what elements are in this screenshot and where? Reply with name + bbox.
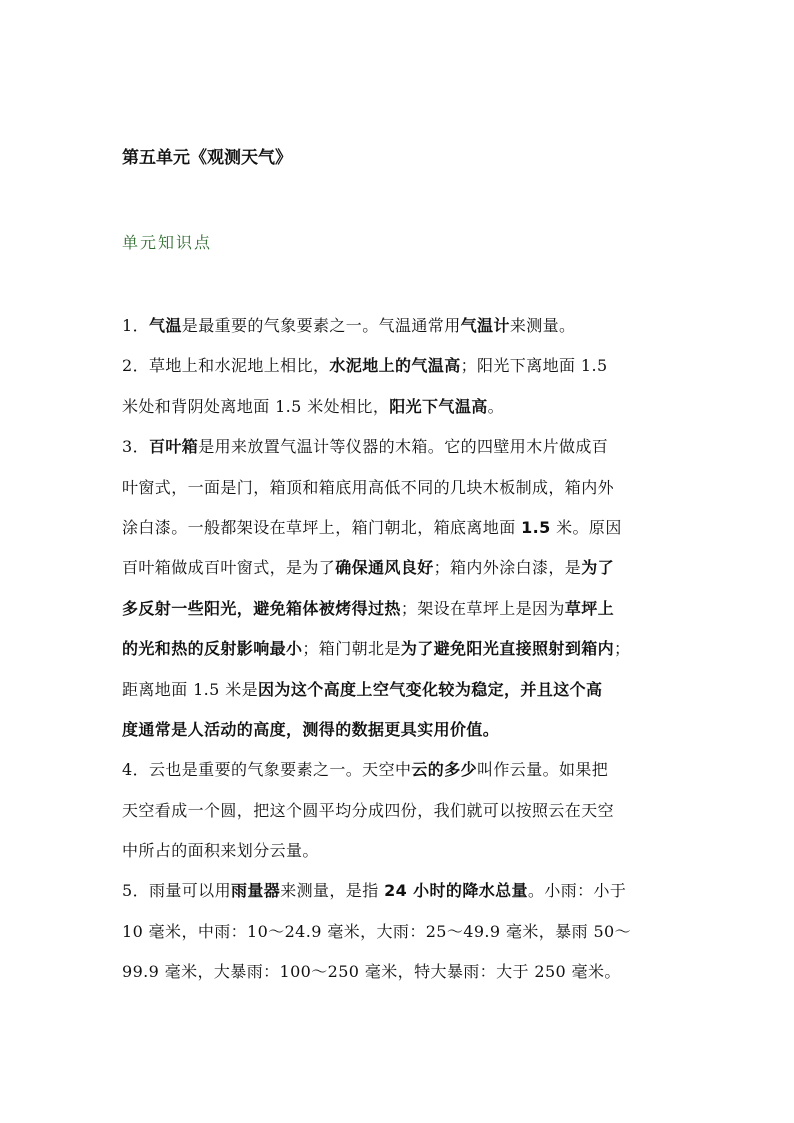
- text-line: [122, 958, 682, 986]
- bold-text: 为了避免阳光直接照射到箱内: [400, 639, 615, 659]
- text-run: 是最重要的气象要素之一。气温通常用: [181, 316, 461, 335]
- text-line: [122, 837, 682, 865]
- text-line: [122, 756, 682, 784]
- text-run: 99.9 毫米，大暴雨：100～250 毫米，特大暴雨：大于 250 毫米。: [122, 962, 621, 982]
- text-run: 中所占的面积来划分云量。: [122, 841, 319, 861]
- text-run: 来测量，是指: [280, 881, 385, 901]
- text-line: [122, 877, 682, 905]
- text-run: 3．: [122, 437, 149, 457]
- text-line: [122, 393, 682, 421]
- text-run: ；箱内外涂白漆，是: [433, 558, 582, 578]
- text-run: 百叶箱做成百叶窗式，是为了: [122, 558, 336, 578]
- text-run: 10 毫米，中雨：10～24.9 毫米，大雨：25～49.9 毫米，暴雨 50～: [122, 921, 632, 941]
- text-line: [122, 312, 682, 340]
- text-run: 5．雨量可以用: [122, 881, 231, 901]
- text-run: 1．: [122, 316, 149, 335]
- knowledge-points-body: [122, 312, 682, 999]
- text-line: [122, 676, 682, 704]
- text-line: [122, 918, 682, 946]
- text-run: 来测量。: [509, 316, 576, 335]
- text-run: 距离地面 1.5 米是: [122, 679, 259, 699]
- text-run: 天空看成一个圆，把这个圆平均分成四份，我们就可以按照云在天空: [122, 800, 615, 820]
- text-run: 涂白漆。一般都架设在草坪上，箱门朝北，箱底离地面: [122, 517, 522, 537]
- text-line: [122, 352, 682, 380]
- text-run: 4．云也是重要的气象要素之一。天空中: [122, 760, 412, 780]
- text-run: 2．草地上和水泥地上相比，: [122, 356, 330, 376]
- text-line: [122, 797, 682, 825]
- text-line: [122, 514, 682, 542]
- text-line: [122, 474, 682, 502]
- document-title: 第五单元《观测天气》: [122, 148, 292, 168]
- bold-text: 气温计: [460, 316, 510, 335]
- text-run: ；箱门朝北是: [302, 639, 401, 659]
- text-run: 是用来放置气温计等仪器的木箱。它的四壁用木片做成百: [198, 437, 609, 457]
- bold-text: 1.5: [521, 517, 551, 537]
- text-run: 米处和背阴处离地面 1.5 米处相比，: [122, 396, 390, 416]
- text-line: [122, 595, 682, 623]
- bold-text: 草坪上: [564, 598, 615, 618]
- bold-text: 为了: [581, 558, 615, 578]
- text-line: [122, 716, 682, 744]
- text-line: [122, 635, 682, 663]
- bold-text: 确保通风良好: [335, 558, 434, 578]
- bold-text: 度通常是人活动的高度，测得的数据更具实用价值。: [122, 719, 500, 739]
- bold-text: 百叶箱: [148, 437, 199, 457]
- text-run: 。小雨：小于: [527, 881, 627, 901]
- text-run: 叫作云量。如果把: [477, 760, 609, 780]
- bold-text: 24 小时的降水总量: [384, 881, 528, 901]
- text-run: 叶窗式，一面是门，箱顶和箱底用高低不同的几块木板制成，箱内外: [122, 477, 615, 497]
- bold-text: 气温: [148, 316, 182, 335]
- bold-text: 阳光下气温高: [389, 396, 488, 416]
- bold-text: 水泥地上的气温高: [329, 356, 461, 376]
- text-run: ；阳光下离地面 1.5: [460, 356, 608, 376]
- text-run: 米。原因: [550, 517, 622, 537]
- bold-text: 云的多少: [411, 760, 477, 780]
- text-line: [122, 433, 682, 461]
- section-heading: 单元知识点: [122, 233, 213, 252]
- bold-text: 的光和热的反射影响最小: [122, 639, 303, 659]
- text-line: [122, 554, 682, 582]
- bold-text: 多反射一些阳光，避免箱体被烤得过热: [122, 598, 401, 618]
- bold-text: 因为这个高度上空气变化较为稳定，并且这个高: [258, 679, 603, 699]
- text-run: 。: [487, 396, 505, 416]
- text-run: ；: [614, 639, 631, 659]
- text-run: ；架设在草坪上是因为: [400, 598, 565, 618]
- bold-text: 雨量器: [230, 881, 281, 901]
